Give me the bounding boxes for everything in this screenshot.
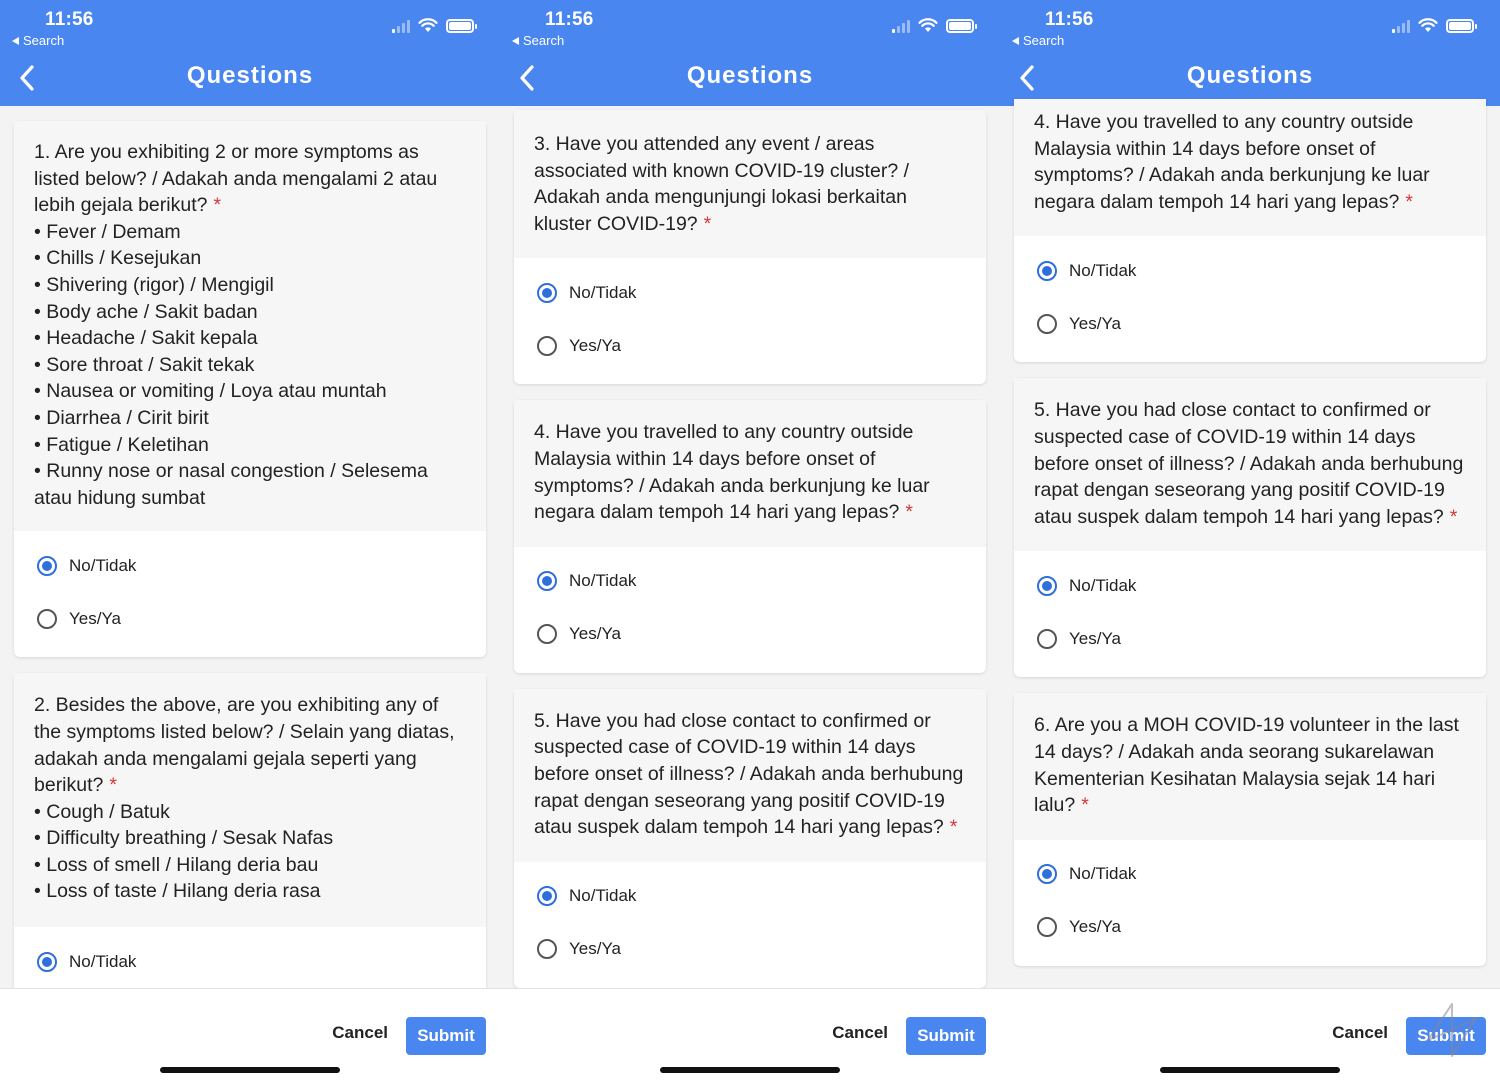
symptom-item: • Loss of smell / Hilang deria bau xyxy=(34,853,319,876)
radio-checked-icon[interactable] xyxy=(37,556,57,576)
battery-icon xyxy=(1446,19,1474,33)
option-yes[interactable] xyxy=(514,319,986,372)
submit-button[interactable]: Submit xyxy=(1406,1017,1486,1055)
radio-checked-icon[interactable] xyxy=(537,283,557,303)
answer-options xyxy=(1014,551,1486,677)
required-marker: * xyxy=(949,816,958,839)
wifi-icon xyxy=(418,18,438,33)
required-marker: * xyxy=(1405,190,1413,213)
option-label: No/Tidak xyxy=(569,886,637,906)
question-list[interactable] xyxy=(500,106,1000,988)
option-no[interactable] xyxy=(1014,244,1486,297)
radio-unchecked-icon[interactable] xyxy=(537,336,557,356)
option-label: Yes/Ya xyxy=(1069,313,1121,333)
option-label: No/Tidak xyxy=(1069,260,1137,280)
status-time: 11:56 xyxy=(1045,9,1094,30)
symptom-item: • Fever / Demam xyxy=(34,220,181,243)
option-label: No/Tidak xyxy=(69,555,137,575)
required-marker: * xyxy=(905,501,913,524)
question-4-text: 4. Have you travelled to any country outside Malaysia within 14 days before onset of symptoms? / Adakah anda berkunjung ke luar negara dalam tempoh 14 hari yang lepas? xyxy=(1034,111,1430,213)
wifi-icon xyxy=(1418,18,1438,33)
symptom-item: • Difficulty breathing / Sesak Nafas xyxy=(34,827,334,850)
radio-unchecked-icon[interactable] xyxy=(1037,314,1057,334)
option-label: Yes/Ya xyxy=(569,624,621,644)
wifi-icon xyxy=(918,18,938,33)
question-card-5 xyxy=(514,689,986,988)
option-label: No/Tidak xyxy=(69,951,137,971)
page-title: Questions xyxy=(1186,62,1314,89)
submit-button[interactable]: Submit xyxy=(906,1017,986,1055)
screen-3 xyxy=(1000,0,1500,1082)
back-triangle-icon xyxy=(512,37,519,45)
radio-checked-icon[interactable] xyxy=(1037,576,1057,596)
status-icons xyxy=(392,18,474,33)
option-label: Yes/Ya xyxy=(569,939,621,959)
home-indicator xyxy=(1160,1067,1340,1073)
symptom-item: • Chills / Kesejukan xyxy=(34,247,202,270)
back-to-search[interactable] xyxy=(12,33,64,48)
radio-unchecked-icon[interactable] xyxy=(537,624,557,644)
question-text xyxy=(14,121,486,531)
option-yes[interactable] xyxy=(1014,612,1486,665)
option-label: Yes/Ya xyxy=(569,335,621,355)
answer-options xyxy=(514,258,986,384)
back-triangle-icon xyxy=(1012,37,1019,45)
radio-checked-icon[interactable] xyxy=(37,952,57,972)
radio-unchecked-icon[interactable] xyxy=(1037,917,1057,937)
cancel-button[interactable]: Cancel xyxy=(832,1023,888,1042)
answer-options xyxy=(14,531,486,657)
required-marker: * xyxy=(213,194,222,217)
option-no[interactable] xyxy=(14,935,486,988)
option-no[interactable] xyxy=(514,870,986,923)
option-no[interactable] xyxy=(514,266,986,319)
option-label: No/Tidak xyxy=(1069,864,1137,884)
symptom-item: • Body ache / Sakit badan xyxy=(34,300,258,323)
question-list[interactable] xyxy=(1000,106,1500,988)
question-list[interactable] xyxy=(0,106,500,988)
question-text xyxy=(514,400,986,546)
symptom-item: • Shivering (rigor) / Mengigil xyxy=(34,273,274,296)
question-text xyxy=(514,110,986,258)
status-icons xyxy=(1392,18,1474,33)
home-indicator xyxy=(160,1067,340,1073)
signal-icon xyxy=(892,19,910,33)
option-no[interactable] xyxy=(1014,848,1486,901)
action-bar xyxy=(500,988,1000,1082)
question-card-4 xyxy=(514,400,986,672)
radio-checked-icon[interactable] xyxy=(537,571,557,591)
option-label: Yes/Ya xyxy=(1069,917,1121,937)
answer-options xyxy=(1014,840,1486,966)
battery-icon xyxy=(946,19,974,33)
question-text xyxy=(1014,99,1486,236)
page-title: Questions xyxy=(686,62,814,89)
option-yes[interactable] xyxy=(14,592,486,645)
question-5-text: 5. Have you had close contact to confirmed or suspected case of COVID-19 within 14 days before onset of illness? / Adakah anda berhubung rapat dengan seseorang yang positif COVID-19 atau suspek dalam tempoh 14 hari yang lepas? xyxy=(1034,399,1464,528)
screen-1 xyxy=(0,0,500,1082)
option-yes[interactable] xyxy=(514,608,986,661)
symptom-item: • Loss of taste / Hilang deria rasa xyxy=(34,880,321,903)
question-card-3 xyxy=(514,110,986,384)
option-no[interactable] xyxy=(514,555,986,608)
required-marker: * xyxy=(109,774,117,797)
question-text xyxy=(514,689,986,862)
question-4-text: 4. Have you travelled to any country outside Malaysia within 14 days before onset of symptoms? / Adakah anda berkunjung ke luar negara dalam tempoh 14 hari yang lepas? xyxy=(534,421,930,524)
back-to-search[interactable] xyxy=(512,33,564,48)
option-no[interactable] xyxy=(14,539,486,592)
question-card-1 xyxy=(14,121,486,657)
page-title: Questions xyxy=(186,62,314,89)
question-6-text: 6. Are you a MOH COVID-19 volunteer in the last 14 days? / Adakah anda seorang sukarelawan Kementerian Kesihatan Malaysia sejak 14 hari lalu? xyxy=(1034,714,1459,817)
answer-options xyxy=(514,862,986,988)
question-2-text: 2. Besides the above, are you exhibiting any of the symptoms listed below? / Selain yang diatas, adakah anda mengalami gejala seperti yang berikut? xyxy=(34,694,455,797)
question-text xyxy=(1014,378,1486,551)
question-card-6 xyxy=(1014,693,1486,965)
question-text xyxy=(14,673,486,927)
option-yes[interactable] xyxy=(514,923,986,976)
header xyxy=(0,0,500,106)
radio-unchecked-icon[interactable] xyxy=(1037,629,1057,649)
question-text xyxy=(1014,693,1486,839)
option-label: No/Tidak xyxy=(569,571,637,591)
radio-checked-icon[interactable] xyxy=(537,886,557,906)
back-triangle-icon xyxy=(12,37,19,45)
battery-icon xyxy=(446,19,474,33)
symptom-item: • Diarrhea / Cirit birit xyxy=(34,406,209,429)
option-yes[interactable] xyxy=(1014,901,1486,954)
symptom-item: • Cough / Batuk xyxy=(34,800,170,823)
cancel-button[interactable]: Cancel xyxy=(332,1023,388,1042)
answer-options xyxy=(1014,236,1486,362)
question-1-text: 1. Are you exhibiting 2 or more symptoms as listed below? / Adakah anda mengalami 2 atau lebih gejala berikut? xyxy=(34,141,438,217)
radio-unchecked-icon[interactable] xyxy=(537,939,557,959)
home-indicator xyxy=(660,1067,840,1073)
option-label: No/Tidak xyxy=(1069,575,1137,595)
radio-checked-icon[interactable] xyxy=(1037,261,1057,281)
option-label: Yes/Ya xyxy=(1069,628,1121,648)
symptom-item: • Nausea or vomiting / Loya atau muntah xyxy=(34,380,387,403)
question-card-5 xyxy=(1014,378,1486,677)
watermark-logo-icon xyxy=(1424,1000,1480,1060)
status-time: 11:56 xyxy=(545,9,594,30)
question-card-4 xyxy=(1014,99,1486,362)
back-to-search[interactable] xyxy=(1012,33,1064,48)
symptom-item: • Sore throat / Sakit tekak xyxy=(34,353,255,376)
radio-checked-icon[interactable] xyxy=(1037,864,1057,884)
back-to-search-label: Search xyxy=(23,33,65,48)
signal-icon xyxy=(392,19,410,33)
status-time: 11:56 xyxy=(45,9,94,30)
required-marker: * xyxy=(703,212,712,235)
submit-button[interactable]: Submit xyxy=(406,1017,486,1055)
required-marker: * xyxy=(1081,794,1089,817)
header xyxy=(1000,0,1500,106)
question-5-text: 5. Have you had close contact to confirmed or suspected case of COVID-19 within 14 days before onset of illness? / Adakah anda berhubung rapat dengan seseorang yang positif COVID-19 atau suspek dalam tempoh 14 hari yang lepas? xyxy=(534,709,964,839)
option-label: Yes/Ya xyxy=(69,608,121,628)
screen-2 xyxy=(500,0,1000,1082)
action-bar xyxy=(0,988,500,1082)
option-yes[interactable] xyxy=(1014,297,1486,350)
answer-options xyxy=(514,547,986,673)
option-label: No/Tidak xyxy=(569,282,637,302)
back-to-search-label: Search xyxy=(1023,33,1065,48)
question-3-text: 3. Have you attended any event / areas associated with known COVID-19 cluster? / Adakah anda mengunjungi lokasi berkaitan kluster COVID-19? xyxy=(534,133,909,235)
cancel-button[interactable]: Cancel xyxy=(1332,1023,1388,1042)
option-no[interactable] xyxy=(1014,559,1486,612)
symptom-item: • Fatigue / Keletihan xyxy=(34,433,209,456)
symptom-item: • Headache / Sakit kepala xyxy=(34,327,258,350)
header xyxy=(500,0,1000,106)
symptom-item: • Runny nose or nasal congestion / Selesema atau hidung sumbat xyxy=(34,460,428,509)
required-marker: * xyxy=(1449,505,1458,528)
radio-unchecked-icon[interactable] xyxy=(37,609,57,629)
back-to-search-label: Search xyxy=(523,33,565,48)
signal-icon xyxy=(1392,19,1410,33)
status-icons xyxy=(892,18,974,33)
